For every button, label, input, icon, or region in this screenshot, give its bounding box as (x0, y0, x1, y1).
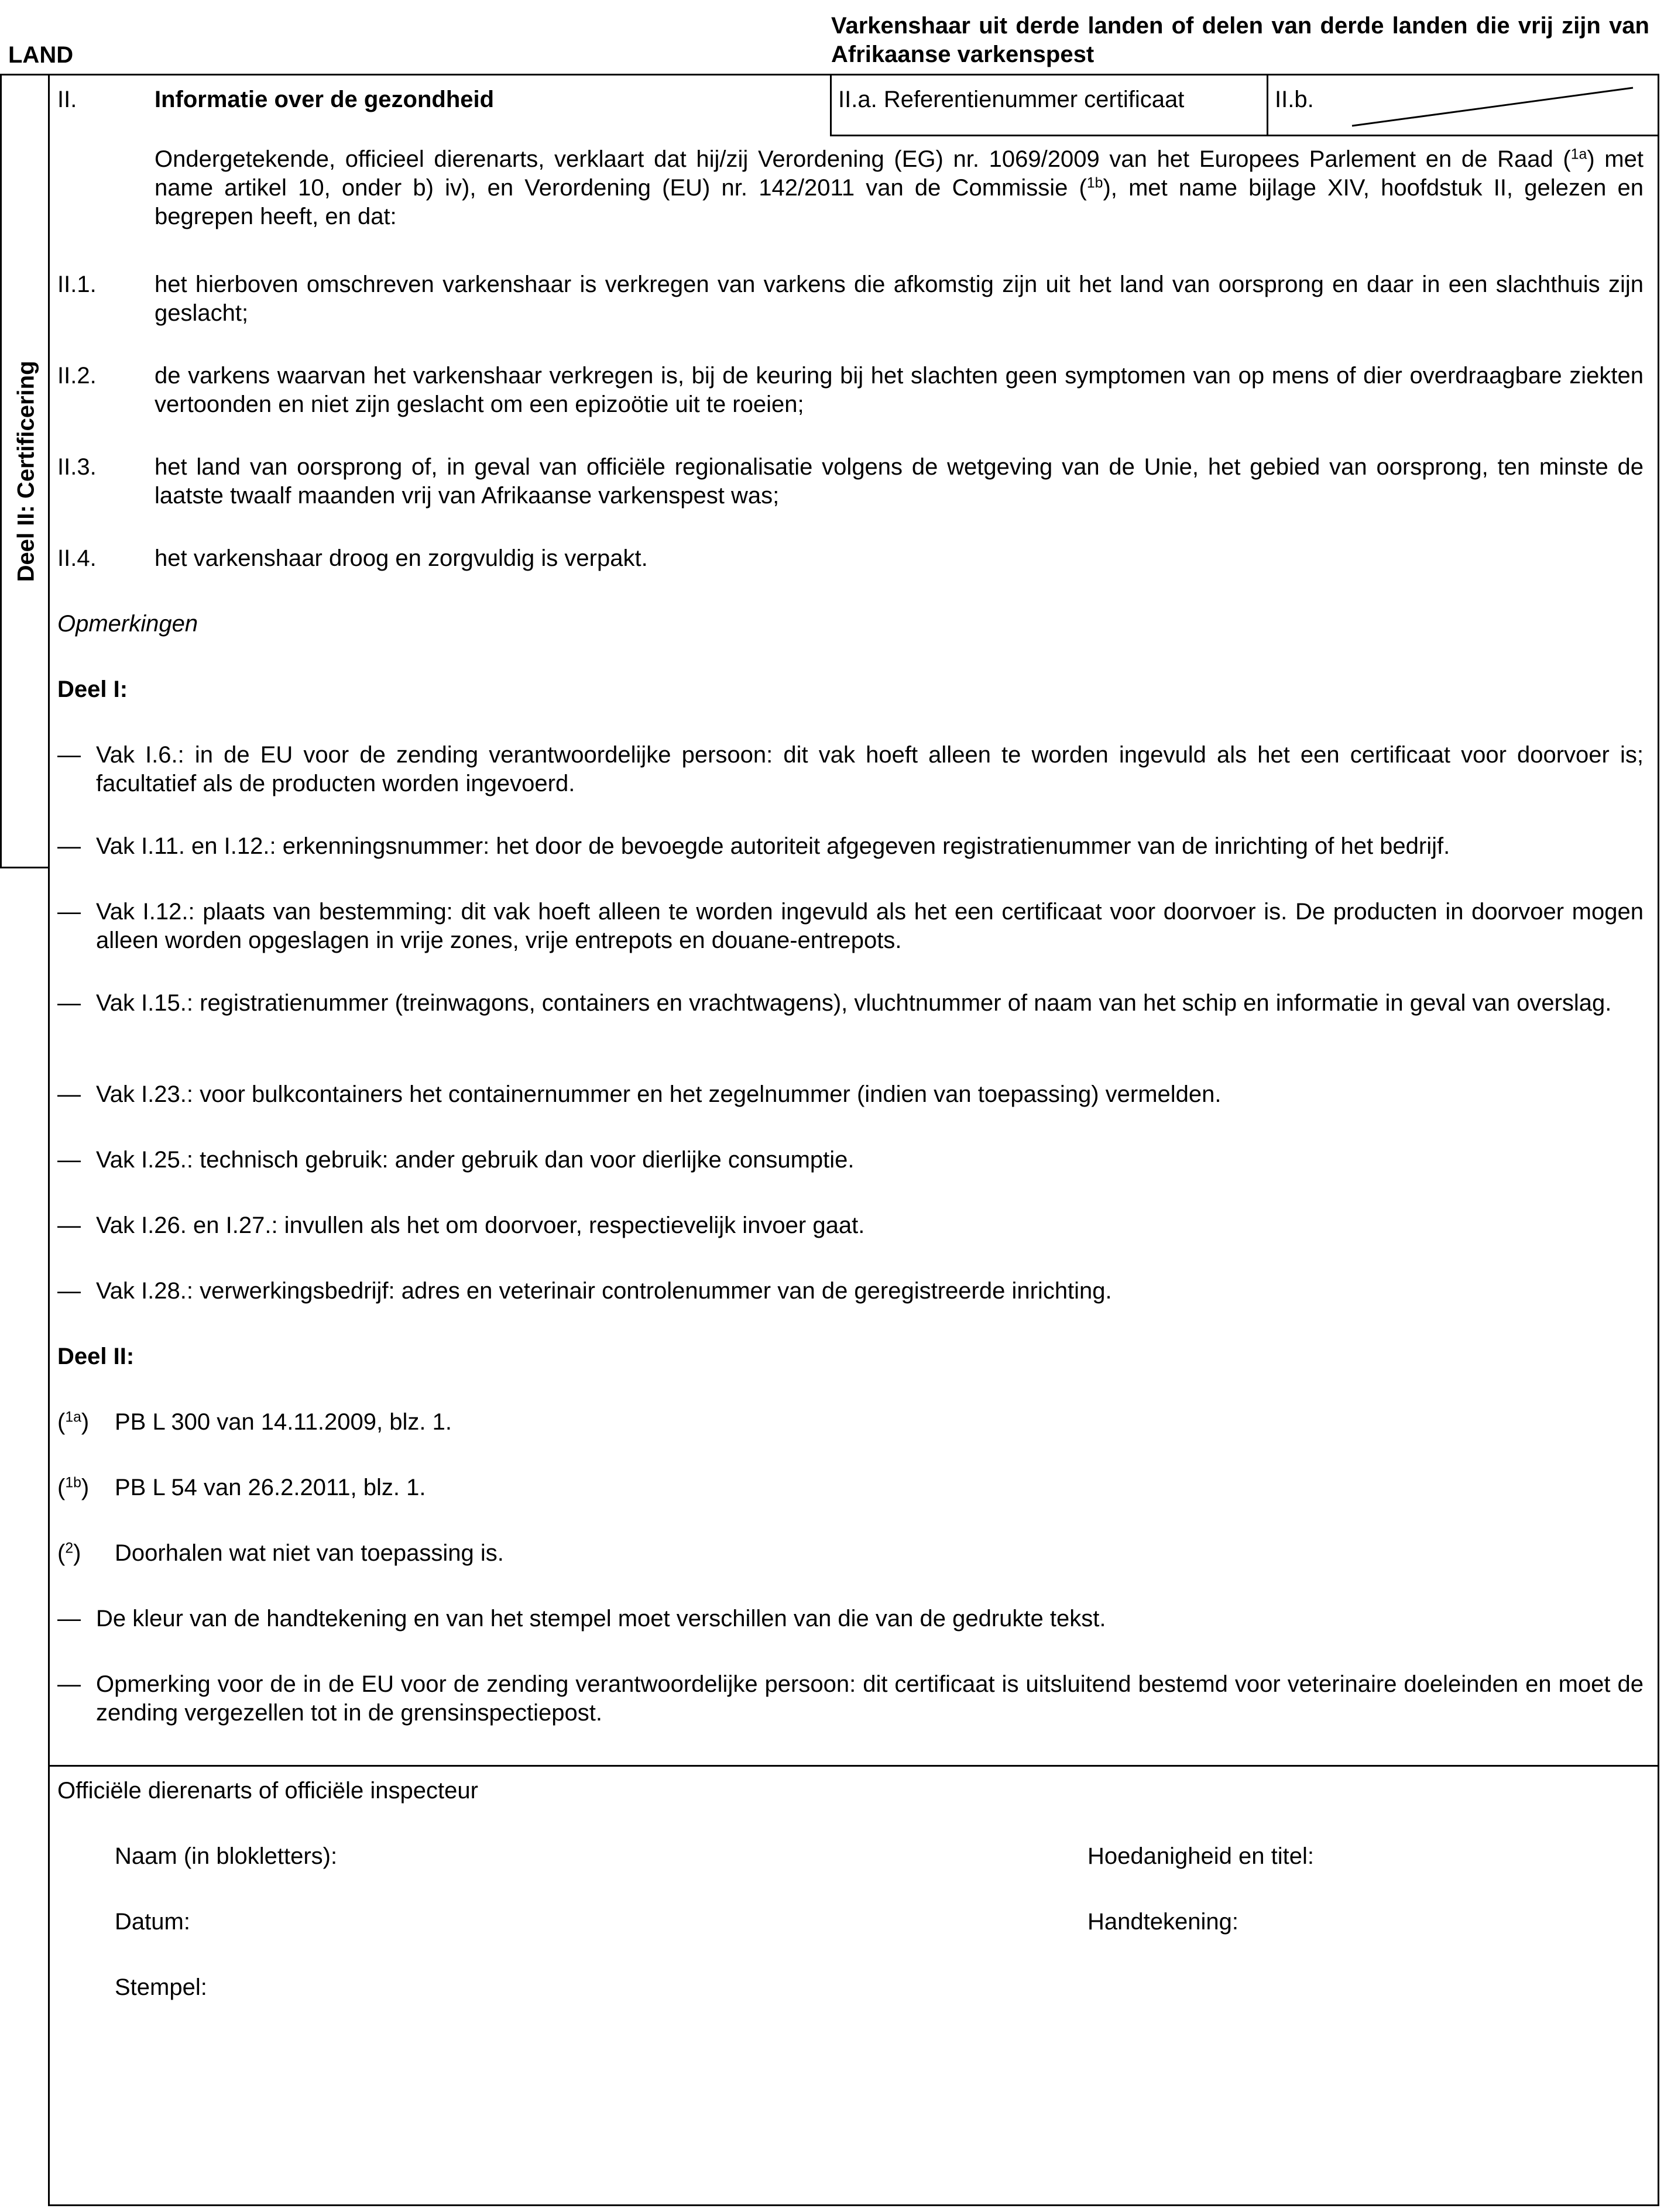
clause-item (57, 270, 1644, 328)
remark-item (57, 989, 1644, 1018)
clause-text: de varkens waarvan het varkenshaar verkregen is, bij de keuring bij het slachten geen symptomen van op mens of dier overdraagbare ziekten vertoonden en niet zijn geslacht om een epizoötie uit te roeien; (155, 363, 1644, 417)
remark-item (57, 1277, 1644, 1306)
remark-text: Vak I.23.: voor bulkcontainers het containernummer en het zegelnummer (indien van toepassing) vermelden. (96, 1081, 1222, 1107)
remark-item (57, 898, 1644, 955)
iib-label: II.b. (1275, 87, 1314, 112)
clause-number: II.3. (57, 454, 97, 480)
part2-heading: Deel II: (57, 1344, 135, 1369)
part1-heading: Deel I: (57, 676, 128, 702)
remark-text: Vak I.26. en I.27.: invullen als het om doorvoer, respectievelijk invoer gaat. (96, 1213, 865, 1238)
intro-text-2: ) met name artikel 10, onder b) iv), en Verordening (EU) nr. 142/2011 van de Commissie ( (155, 146, 1644, 201)
footnote-text: PB L 54 van 26.2.2011, blz. 1. (115, 1475, 426, 1500)
footnote-item (57, 1539, 1644, 1568)
remark-item (57, 1670, 1644, 1727)
footnote-item (57, 1473, 1644, 1502)
dash-mark: — (57, 1606, 81, 1631)
remark-text: Opmerking voor de in de EU voor de zending verantwoordelijke persoon: dit certificaat is uitsluitend bestemd voor veterinaire doeleinden en moet de zending vergezellen tot in de grensinspectiepost. (96, 1671, 1644, 1726)
clause-text: het varkenshaar droog en zorgvuldig is verpakt. (155, 545, 648, 571)
remark-item (57, 832, 1644, 861)
intro-text-1: Ondergetekende, officieel dierenarts, verklaart dat hij/zij Verordening (EG) nr. 1069/2009 van het Europees Parlement en de Raad ( (155, 146, 1571, 172)
remark-text: Vak I.12.: plaats van bestemming: dit vak hoeft alleen te worden ingevuld als het een certificaat voor doorvoer is. De producten in doorvoer mogen alleen worden opgeslagen in vrije zones, vrije entrepots en douane-entrepots. (96, 899, 1644, 953)
remark-text: Vak I.25.: technisch gebruik: ander gebruik dan voor dierlijke consumptie. (96, 1147, 855, 1173)
remark-text: De kleur van de handtekening en van het stempel moet verschillen van die van de gedrukte tekst. (96, 1606, 1106, 1631)
footnote-text: Doorhalen wat niet van toepassing is. (115, 1540, 504, 1566)
remark-item (57, 1605, 1644, 1633)
remark-text: Vak I.6.: in de EU voor de zending verantwoordelijke persoon: dit vak hoeft alleen te worden ingevuld als het een certificaat voor doorvoer is; facultatief als de producten worden ingevoerd. (96, 742, 1644, 796)
dash-mark: — (57, 990, 81, 1016)
remark-text: Vak I.11. en I.12.: erkenningsnummer: het door de bevoegde autoriteit afgegeven registratienummer van de inrichting of het bedrijf. (96, 833, 1450, 859)
intro-footnote-1b: 1b (1086, 175, 1103, 191)
clause-number: II.2. (57, 363, 97, 389)
dash-mark: — (57, 899, 81, 925)
clause-item (57, 362, 1644, 419)
side-label-text: Deel II: Certificering (13, 360, 39, 582)
stamp-field-label: Stempel: (115, 1974, 207, 2000)
remark-item (57, 741, 1644, 798)
capacity-field-label: Hoedanigheid en titel: (1087, 1843, 1314, 1869)
dash-mark: — (57, 1147, 81, 1173)
intro-footnote-1a: 1a (1570, 146, 1587, 163)
country-label: LAND (8, 42, 74, 68)
footnote-item (57, 1408, 1644, 1437)
intro-text-3: ), met name bijlage XIV, hoofdstuk II, gelezen en begrepen heeft, en dat: (155, 174, 1644, 229)
footnote-mark: ($^{1a}$) (57, 1409, 90, 1435)
clause-number: II.1. (57, 272, 97, 297)
section-title: Informatie over de gezondheid (155, 87, 495, 112)
clause-item (57, 453, 1644, 510)
dash-mark: — (57, 1278, 81, 1304)
remark-text: Vak I.15.: registratienummer (treinwagons, containers en vrachtwagens), vluchtnummer of naam van het schip en informatie in geval van overslag. (96, 990, 1612, 1016)
date-field-label: Datum: (115, 1909, 190, 1935)
remark-text: Vak I.28.: verwerkingsbedrijf: adres en veterinair controlenummer van de geregistreerde inrichting. (96, 1278, 1112, 1304)
footnote-mark: ($^{1b}$) (57, 1475, 90, 1500)
reference-number-label: II.a. Referentienummer certificaat (838, 87, 1185, 112)
clause-item (57, 544, 1644, 573)
footnote-mark: ($^2$) (57, 1540, 81, 1566)
remark-item (57, 1211, 1644, 1240)
intro-paragraph (155, 145, 1644, 231)
clause-text: het land van oorsprong of, in geval van officiële regionalisatie volgens de wetgeving van de Unie, het gebied van oorsprong, ten minste de laatste twaalf maanden vrij van Afrikaanse varkenspest was; (155, 454, 1644, 509)
dash-mark: — (57, 1213, 81, 1238)
dash-mark: — (57, 833, 81, 859)
remark-item (57, 1080, 1644, 1109)
certificate-title: Varkenshaar uit derde landen of delen van derde landen die vrij zijn van Afrikaanse varkenspest (831, 13, 1649, 67)
clause-number: II.4. (57, 545, 97, 571)
name-field-label: Naam (in blokletters): (115, 1843, 338, 1869)
footnote-text: PB L 300 van 14.11.2009, blz. 1. (115, 1409, 452, 1435)
dash-mark: — (57, 1671, 81, 1697)
remark-item (57, 1146, 1644, 1174)
section-number: II. (57, 87, 77, 112)
side-label (6, 82, 47, 860)
dash-mark: — (57, 742, 81, 768)
signature-heading: Officiële dierenarts of officiële inspecteur (57, 1778, 478, 1804)
clause-text: het hierboven omschreven varkenshaar is verkregen van varkens die afkomstig zijn uit het land van oorsprong en daar in een slachthuis zijn geslacht; (155, 272, 1644, 326)
remarks-heading: Opmerkingen (57, 611, 198, 637)
signature-field-label: Handtekening: (1087, 1909, 1238, 1935)
dash-mark: — (57, 1081, 81, 1107)
